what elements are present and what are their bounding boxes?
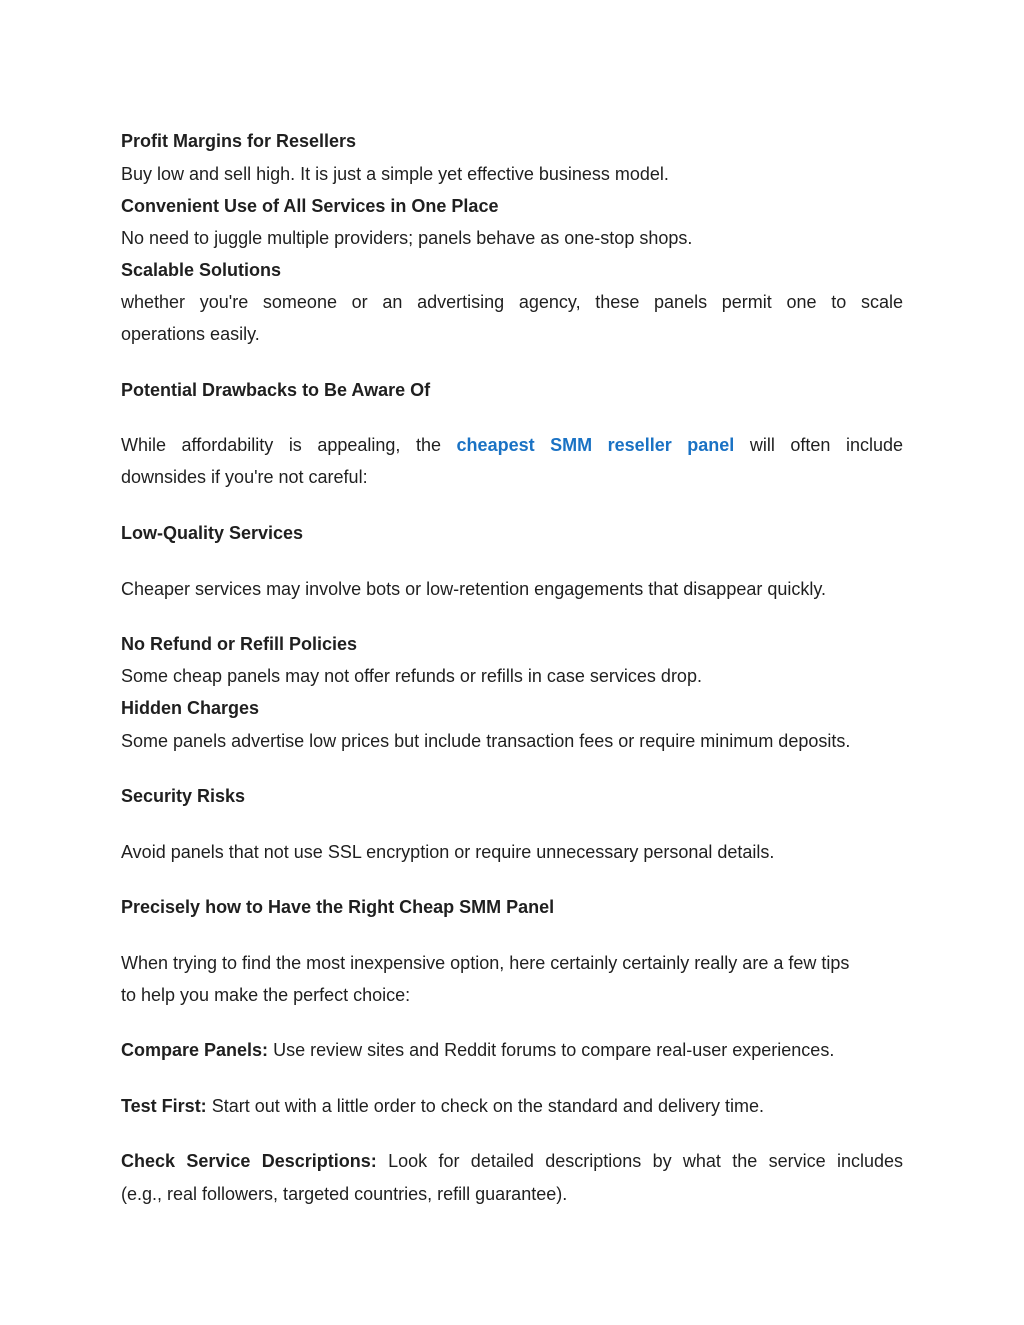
scalable-text-line1: whether you're someone or an advertising agency, these panels permit one to scale <box>121 292 903 312</box>
check-text-line2: (e.g., real followers, targeted countries, refill guarantee). <box>121 1184 568 1204</box>
howto-heading: Precisely how to Have the Right Cheap SMM Panel <box>121 897 555 917</box>
lowquality-heading: Low-Quality Services <box>121 523 304 543</box>
security-heading: Security Risks <box>121 786 246 806</box>
hidden-heading: Hidden Charges <box>121 698 260 718</box>
hidden-text: Some panels advertise low prices but include transaction fees or require minimum deposits. <box>121 731 851 751</box>
test-item <box>121 1090 903 1122</box>
refund-heading: No Refund or Refill Policies <box>121 634 358 654</box>
drawbacks-intro-line2: downsides if you're not careful: <box>121 467 368 487</box>
check-text-line1: Look for detailed descriptions by what the service includes <box>388 1151 903 1171</box>
drawbacks-intro-before: While affordability is appealing, the <box>121 435 441 455</box>
convenient-heading: Convenient Use of All Services in One Place <box>121 196 499 216</box>
scalable-text-line2: operations easily. <box>121 324 260 344</box>
convenient-text: No need to juggle multiple providers; panels behave as one-stop shops. <box>121 228 693 248</box>
howto-text-line1: When trying to find the most inexpensive option, here certainly certainly really are a few tips <box>121 953 850 973</box>
check-item-line1 <box>121 1145 903 1177</box>
lowquality-text: Cheaper services may involve bots or low-retention engagements that disappear quickly. <box>121 579 827 599</box>
drawbacks-heading: Potential Drawbacks to Be Aware Of <box>121 380 431 400</box>
refund-text: Some cheap panels may not offer refunds or refills in case services drop. <box>121 666 702 686</box>
test-label: Test First: <box>121 1096 207 1116</box>
compare-text: Use review sites and Reddit forums to compare real-user experiences. <box>273 1040 835 1060</box>
compare-label: Compare Panels: <box>121 1040 269 1060</box>
drawbacks-intro-line1 <box>121 429 903 461</box>
security-text: Avoid panels that not use SSL encryption or require unnecessary personal details. <box>121 842 775 862</box>
check-label: Check Service Descriptions: <box>121 1151 377 1171</box>
drawbacks-intro-after: will often include <box>749 435 903 455</box>
howto-text-line2: to help you make the perfect choice: <box>121 985 411 1005</box>
profit-heading: Profit Margins for Resellers <box>121 131 357 151</box>
cheapest-smm-reseller-panel-link[interactable]: cheapest SMM reseller panel <box>456 435 735 455</box>
profit-text: Buy low and sell high. It is just a simple yet effective business model. <box>121 164 669 184</box>
compare-item <box>121 1034 903 1066</box>
scalable-heading: Scalable Solutions <box>121 260 282 280</box>
test-text: Start out with a little order to check on the standard and delivery time. <box>211 1096 764 1116</box>
